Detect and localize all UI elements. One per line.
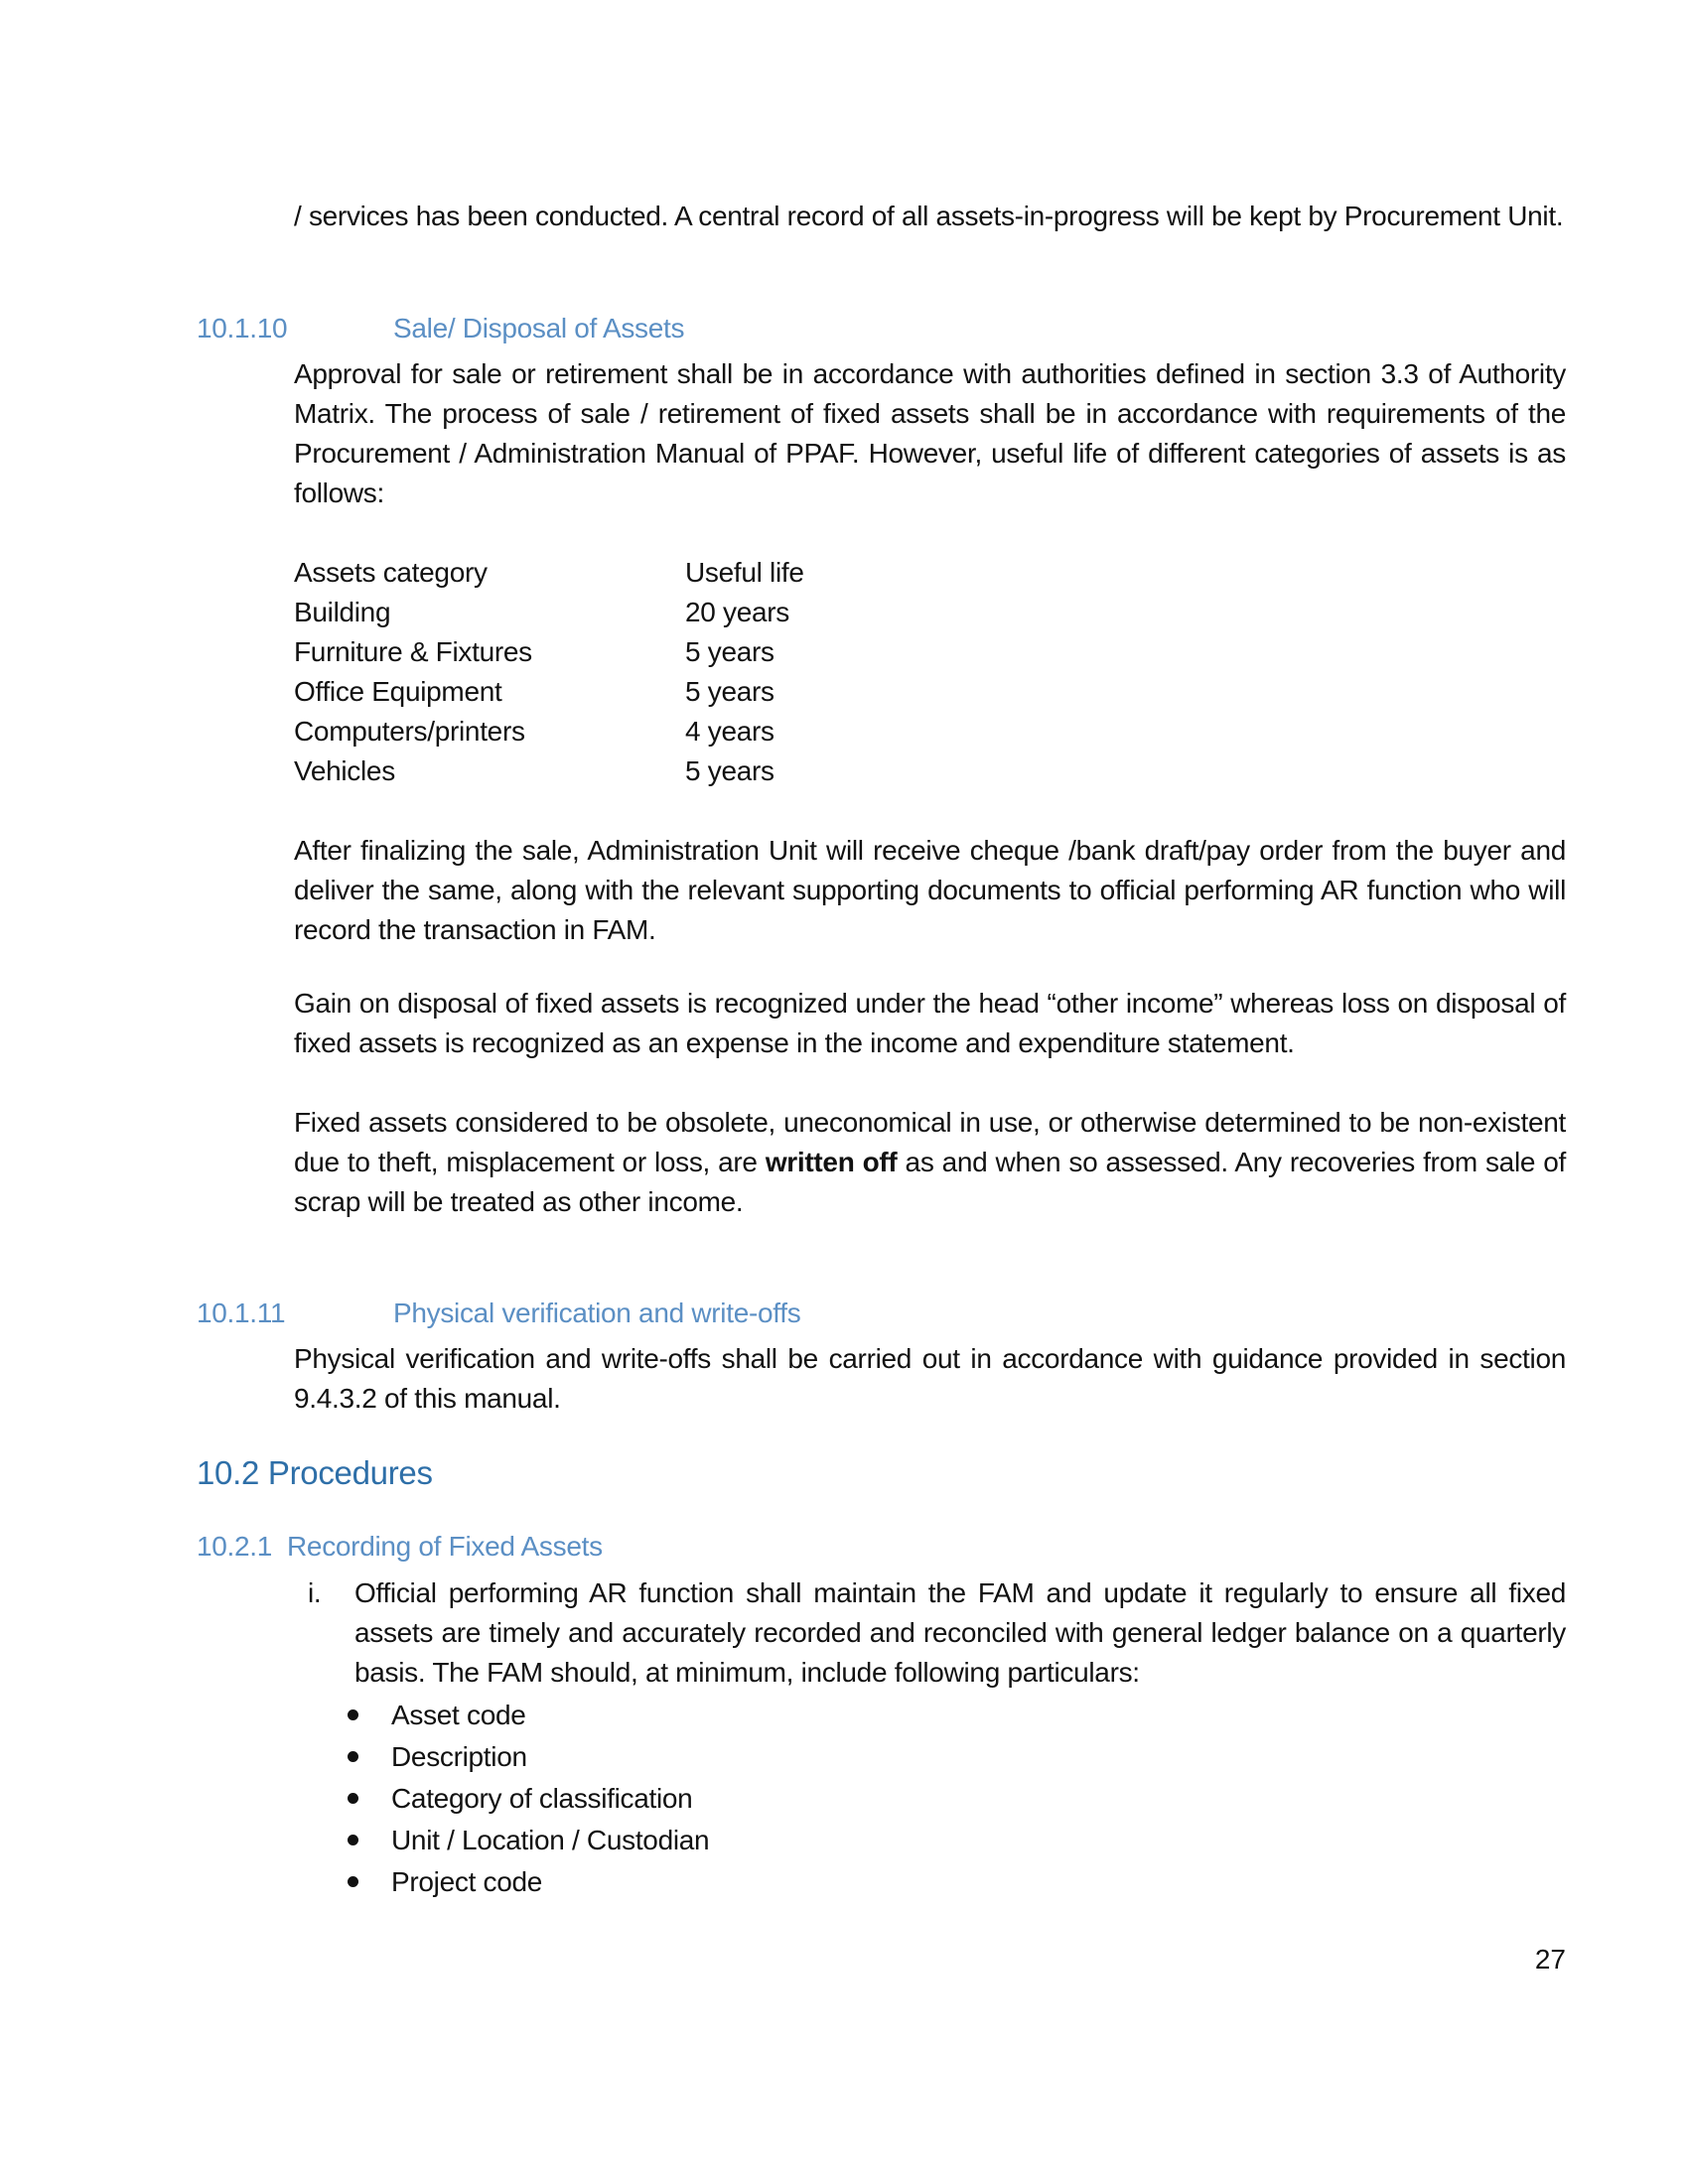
bullet-icon (348, 1876, 358, 1887)
bullet-icon (348, 1709, 358, 1720)
cell-useful-life: 5 years (685, 636, 774, 667)
section-number: 10.1.11 (197, 1297, 286, 1328)
column-header-useful-life: Useful life (685, 557, 804, 588)
cell-useful-life: 20 years (685, 597, 789, 627)
write-off-paragraph (294, 1103, 1566, 1222)
physical-verification-paragraph: Physical verification and write-offs shall be carried out in accordance with guidance provided in section 9.4.3.2 of this manual. (294, 1343, 1566, 1414)
bullet-icon (348, 1751, 358, 1762)
cell-category: Vehicles (294, 755, 395, 786)
cell-category: Building (294, 597, 391, 627)
bullet-text: Category of classification (391, 1783, 693, 1814)
gain-loss-paragraph: Gain on disposal of fixed assets is recognized under the head “other income” whereas loss on disposal of fixed assets is recognized as an expense in the income and expenditure statement. (294, 988, 1566, 1058)
section-heading-10-2: 10.2 Procedures (197, 1454, 433, 1491)
bullet-text: Asset code (391, 1700, 526, 1730)
list-marker: i. (308, 1577, 322, 1608)
cell-useful-life: 5 years (685, 676, 774, 707)
cell-category: Office Equipment (294, 676, 502, 707)
bullet-text: Description (391, 1741, 527, 1772)
write-off-text-before: Fixed assets considered to be obsolete, uneconomical in use, or otherwise determined to be non-existent due to theft, misplacement or loss, are (294, 1107, 1566, 1177)
sale-disposal-paragraph: Approval for sale or retirement shall be in accordance with authorities defined in section 3.3 of Authority Matrix. The process of sale / retirement of fixed assets shall be in accordance with requirements of the Procurement / Administration Manual of PPAF. However, useful life of different categories of assets is as follows: (294, 358, 1566, 508)
write-off-text-after: as and when so assessed. Any recoveries from sale of scrap will be treated as other income. (294, 1147, 1566, 1217)
cell-useful-life: 4 years (685, 716, 774, 747)
intro-paragraph: / services has been conducted. A central record of all assets-in-progress will be kept by Procurement Unit. (294, 201, 1564, 231)
cell-useful-life: 5 years (685, 755, 774, 786)
section-number: 10.1.10 (197, 313, 288, 343)
section-heading-10-1-11 (197, 1294, 800, 1333)
page-number: 27 (1534, 1944, 1566, 1975)
list-item (308, 1573, 1566, 1693)
bullet-icon (348, 1793, 358, 1804)
section-title: Physical verification and write-offs (393, 1297, 801, 1328)
list-item-text: Official performing AR function shall maintain the FAM and update it regularly to ensure all fixed assets are timely and accurately recorded and reconciled with general ledger balance on a quarterly basis. The FAM should, at minimum, include following particulars: (354, 1577, 1566, 1688)
cell-category: Computers/printers (294, 716, 525, 747)
section-heading-10-2-1: 10.2.1 Recording of Fixed Assets (197, 1531, 603, 1562)
column-header-category: Assets category (294, 557, 488, 588)
section-title: Sale/ Disposal of Assets (393, 313, 685, 343)
bullet-text: Unit / Location / Custodian (391, 1825, 710, 1855)
section-heading-10-1-10 (197, 309, 684, 348)
bullet-text: Project code (391, 1866, 543, 1897)
bullet-icon (348, 1835, 358, 1845)
cell-category: Furniture & Fixtures (294, 636, 532, 667)
sale-cheque-paragraph: After finalizing the sale, Administration Unit will receive cheque /bank draft/pay order from the buyer and deliver the same, along with the relevant supporting documents to official performing AR function who will record the transaction in FAM. (294, 835, 1566, 945)
written-off-emphasis: written off (765, 1147, 898, 1177)
